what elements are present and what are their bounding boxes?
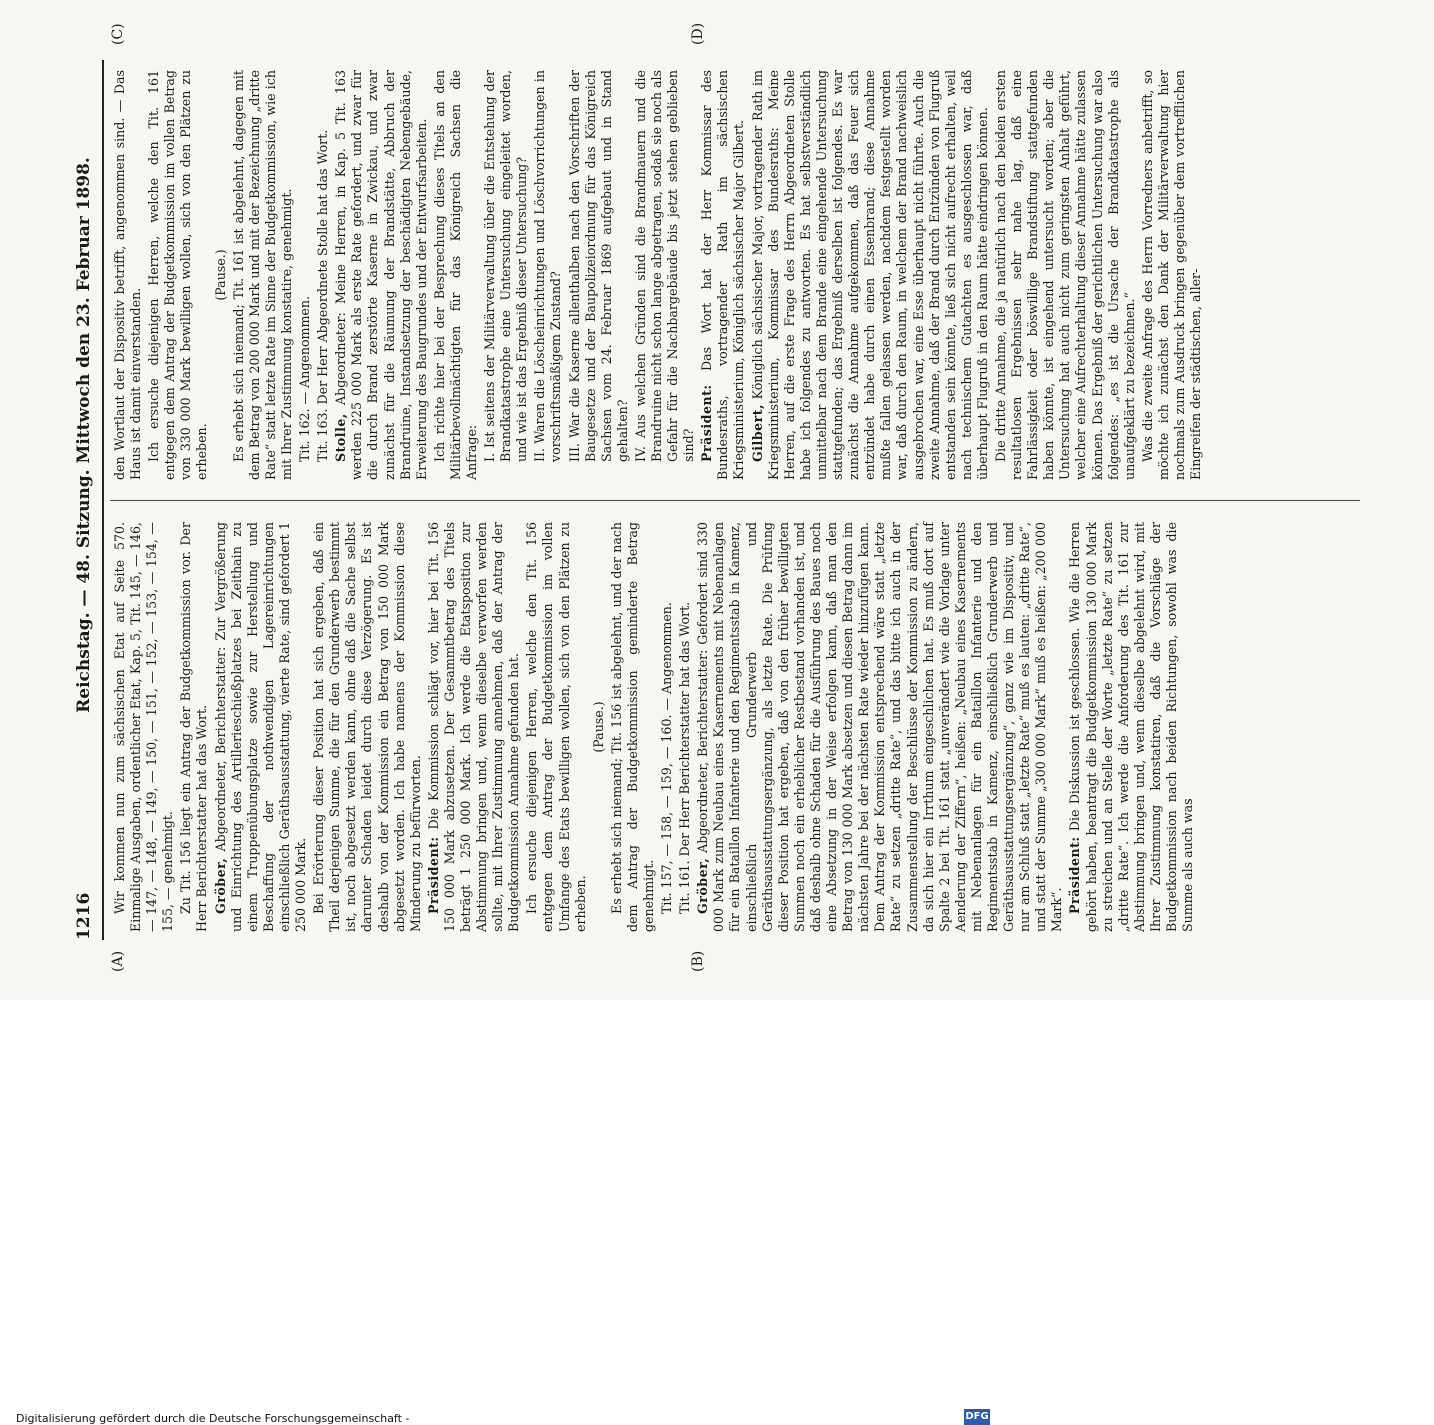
running-title: Reichstag. — 48. Sitzung. Mittwoch den 23. Februar 1898. bbox=[74, 157, 94, 713]
question-item: I. Ist seitens der Militärverwaltung über die Entstehung der Brandkatastrophe eine Untersuchung eingeleitet worden, und wie ist das Ergebniß dieser Untersuchung? bbox=[482, 70, 530, 462]
speaker-name: Gröber, bbox=[695, 857, 711, 914]
paragraph bbox=[524, 522, 588, 932]
paragraph-text: Abgeordneter, Berichterstatter: Zur Vergrößerung und Einrichtung des Artillerieschießplatzes bei Zeithain zu einem Truppenübungsplatze sowie zur Herstellung und Beschaffung der nothwendigen Lagereinrichtungen einschließlich Geräthsausstattung, vierte Rate, sind gefordert 1 250 000 Mark. bbox=[212, 522, 309, 932]
question-item: III. War die Kaserne allenthalben nach den Vorschriften der Baugesetze und der Baupolizeiordnung für das Königreich Sachsen vom 24. Februar 1869 aufgebaut und in Stand gehalten? bbox=[566, 70, 630, 462]
speaker-name: Präsident: bbox=[425, 836, 441, 914]
paragraph-text: Königlich sächsischer Major, vortragender Rath im Kriegsministerium, Kommissar des Bundesraths: Meine Herren, auf die erste Frage des Herrn Abgeordneten Stolle habe ich folgendes zu antworten. Es hat selbstverständlich unmittelbar nach dem Brande eine eingehende Untersuchung stattgefunden; das Ergebniß derselben ist folgendes. Es war zunächst die Annahme aufgekommen, daß das Feuer sich entzündet habe durch einen Essenbrand; diese Annahme mußte fallen gelassen werden, nachdem festgestellt worden war, daß durch den Raum, in welchem der Brand nachweislich ausgebrochen war, eine Esse überhaupt nicht führte. Auch die zweite Annahme, daß der Brand durch Entzünden von Flugruß entstanden sein könnte, ließ sich nicht aufrecht erhalten, weil nach technischem Gutachten es ausgeschlossen war, daß überhaupt Flugruß in den Raum hätte eindringen können. bbox=[749, 70, 990, 480]
paragraph-text: Abgeordneter, Berichterstatter: Gefordert sind 330 000 Mark zum Neubau eines Kasernements mit Nebenanlagen für ein Bataillon Infanterie und den Regimentsstab in Kamenz, einschließlich Grunderwerb und Geräthsausstattungsergänzung, als letzte Rate. Die Prüfung dieser Position hat ergeben, daß von den früher bewilligten Summen noch ein erheblicher Restbestand vorhanden ist, und daß deshalb ohne Schaden für die Ausführung des Baues noch eine Absetzung in der Weise erfolgen kann, daß man den Betrag von 130 000 Mark absetzen und diesen Betrag dann im nächsten Jahre bei der nächsten Rate wieder hinzufügen kann. Dem Antrag der Kommission entsprechend wäre statt „letzte Rate“ zu setzen „dritte Rate“, und das bitte ich auch in der Zusammenstellung der Beschlüsse der Kommission zu ändern, da sich hier ein Irrthum eingeschlichen hat. Es muß dort auf Spalte 2 bei Tit. 161 statt „unverändert wie die Vorlage unter Aenderung der Ziffern“, heißen: „Neubau eines Kasernements mit Nebenanlagen für ein Bataillon Infanterie und den Regimentsstab in Kamenz, einschließlich Grunderwerb und Geräthsausstattungsergänzung“, ganz wie im Dispositiv, und nur am Schluß statt „letzte Rate“ muß es lauten: „dritte Rate“, und statt der Summe „300 000 Mark“ muß es heißen: „200 000 Mark“. bbox=[695, 522, 1065, 932]
paragraph bbox=[213, 522, 310, 932]
margin-letter-b: (B) bbox=[690, 950, 706, 972]
margin-letter-a: (A) bbox=[110, 950, 126, 972]
question-item: II. Waren die Löscheinrichtungen und Löschvorrichtungen in vorschriftsmäßigem Zustand? bbox=[532, 70, 564, 462]
paragraph-text: Die dritte Annahme, die ja natürlich nach den beiden ersten resultatlosen Ergebnissen sehr nahe lag, daß eine Fahrlässigkeit oder böswillige Brandstiftung stattgefunden haben könnte, ist eingehend untersucht worden; aber die Untersuchung hat auch nicht zum geringsten Anhalt geführt, welcher eine Aufrechterhaltung dieser Annahme hätte zulassen können. Das Ergebniß der gerichtlichen Untersuchung war also folgendes: „es ist die Ursache der Brandkatastrophe als unaufgeklärt zu bezeichnen.“ bbox=[992, 70, 1137, 480]
paragraph bbox=[112, 522, 176, 932]
paragraph bbox=[659, 522, 675, 932]
margin-letter-d: (D) bbox=[690, 22, 706, 45]
digitization-credit: Digitalisierung gefördert durch die Deutsche Forschungsgemeinschaft - bbox=[16, 1412, 410, 1425]
column-divider bbox=[110, 500, 1360, 501]
paragraph-text: Abgeordneter: Meine Herren, in Kap. 5 Tit. 163 werden 225 000 Mark als erste Rate gefordert, und zwar für die durch Brand zerstörte Kaserne in Zwickau, und zwar zunächst für die Räumung der Brandstätte, Abbruch der Brandruine, Instandsetzung der beschädigten Nebengebäude, Erweiterung des Baugrundes und der Entwurfsarbeiten. bbox=[333, 69, 429, 480]
paragraph-text: Tit. 157, — 158, — 159, — 160. — Angenommen. bbox=[659, 602, 675, 914]
paragraph bbox=[146, 70, 210, 480]
paragraph bbox=[112, 70, 144, 480]
margin-letter-c: (C) bbox=[110, 23, 126, 45]
paragraph-text: Das Wort hat der Herr Kommissar des Bundesraths, vortragender Rath im sächsischen Kriegsministerium, Königlich sächsischer Major Gilbert. bbox=[699, 70, 747, 480]
left-column bbox=[112, 522, 1198, 932]
paragraph-text: Ich ersuche diejenigen Herren, welche den Tit. 156 entgegen dem Antrag der Budgetkommission im vollen Umfange des Etats bewilligen wollen, sich von den Plätzen zu erheben. bbox=[524, 522, 588, 932]
paragraph bbox=[297, 70, 313, 480]
question-item: IV. Aus welchen Gründen sind die Brandmauern und die Brandruine nicht schon lange abgetragen, sodaß sie noch als Gefahr für die Nachbargebäude bis jetzt stehen geblieben sind? bbox=[632, 70, 697, 462]
paragraph-text: Tit. 163. Der Herr Abgeordnete Stolle hat das Wort. bbox=[315, 129, 331, 462]
paragraph bbox=[178, 522, 210, 932]
paragraph bbox=[311, 522, 424, 932]
paragraph-text: den Wortlaut der Dispositiv betrifft, angenommen sind. — Das Haus ist damit einverstanden. bbox=[112, 70, 144, 480]
paragraph bbox=[426, 522, 523, 932]
paragraph bbox=[231, 70, 295, 480]
paragraph bbox=[750, 70, 991, 480]
speaker-name: Präsident: bbox=[1067, 836, 1083, 914]
paragraph bbox=[333, 70, 430, 480]
paragraph bbox=[695, 522, 1065, 932]
paragraph bbox=[699, 70, 747, 480]
paragraph-text: Was die zweite Anfrage des Herrn Vorredners anbetrifft, so möchte ich zunächst den Dank der Militärverwaltung hier nochmals zum Ausdruck bringen gegenüber dem vortrefflichen Eingreifen der städtischen, aller- bbox=[1139, 70, 1204, 480]
pause-note: (Pause.) bbox=[212, 249, 228, 301]
paragraph-text: Es erhebt sich niemand; Tit. 156 ist abgelehnt, und der nach dem Antrag der Budgetkommission geminderte Betrag genehmigt. bbox=[608, 522, 656, 932]
paragraph bbox=[1067, 522, 1196, 932]
page-number: 1216 bbox=[74, 892, 94, 940]
paragraph bbox=[1140, 70, 1204, 480]
speaker-name: Gilbert, bbox=[749, 404, 765, 462]
page-header bbox=[70, 60, 102, 940]
speaker-name: Gröber, bbox=[212, 857, 228, 914]
paragraph-text: Tit. 162. — Angenommen. bbox=[297, 295, 313, 462]
dfg-logo: DFG bbox=[964, 1409, 990, 1425]
pause-note: (Pause.) bbox=[590, 701, 606, 753]
paragraph-text: Es erhebt sich niemand; Tit. 161 ist abgelehnt, dagegen mit dem Betrag von 200 000 Mark und mit der Bezeichnung „dritte Rate“ statt letzte Rate im Sinne der Budgetkommission, wie ich mit Ihrer Zustimmung konstatire, genehmigt. bbox=[230, 70, 294, 480]
speaker-name: Stolle, bbox=[333, 413, 349, 462]
paragraph-text: Ich richte hier bei der Besprechung dieses Titels an den Militärbevollmächtigten für das Königreich Sachsen die Anfrage: bbox=[431, 70, 479, 480]
paragraph bbox=[677, 522, 693, 932]
paragraph-text: Die Kommission schlägt vor, hier bei Tit. 156 150 000 Mark abzusetzen. Der Gesammtbetrag des Titels beträgt 1 250 000 Mark. Ich werde die Etatsposition zur Abstimmung bringen und, wenn dieselbe verworfen werden sollte, mit Ihrer Zustimmung annehmen, daß der Antrag der Budgetkommission Annahme gefunden hat. bbox=[425, 522, 522, 932]
paragraph-text: Tit. 161. Der Herr Berichterstatter hat das Wort. bbox=[677, 601, 693, 914]
speaker-name: Präsident: bbox=[699, 384, 715, 462]
header-rule bbox=[102, 60, 104, 940]
paragraph-text: Die Diskussion ist geschlossen. Wie die Herren gehört haben, beantragt die Budgetkommission 130 000 Mark zu streichen und an Stelle der Worte „letzte Rate“ zu setzen „dritte Rate“. Ich werde die Anforderung des Tit. 161 zur Abstimmung bringen und, wenn dieselbe abgelehnt wird, mit Ihrer Zustimmung konstatiren, daß die Vorschläge der Budgetkommission nach beiden Richtungen, sowohl was die Summe als auch was bbox=[1067, 522, 1196, 932]
paragraph-text: Ich ersuche diejenigen Herren, welche den Tit. 161 entgegen dem Antrag der Budgetkommission im vollen Betrag von 330 000 Mark bewilligen wollen, sich von den Plätzen zu erheben. bbox=[146, 70, 210, 480]
paragraph-text: Wir kommen nun zum sächsischen Etat auf Seite 570. Einmalige Ausgaben, ordentlicher Etat, Kap. 5, Tit. 145, — 146, — 147, — 148, — 149, — 150, — 151, — 152, — 153, — 154, — 155, — genehmigt. bbox=[112, 522, 176, 932]
paragraph bbox=[993, 70, 1138, 480]
right-column bbox=[112, 70, 1206, 480]
paragraph-text: Zu Tit. 156 liegt ein Antrag der Budgetkommission vor. Der Herr Berichterstatter hat das Wort. bbox=[178, 522, 210, 932]
paragraph-text: Bei Erörterung dieser Position hat sich ergeben, daß ein Theil derjenigen Summe, die für den Grunderwerb bestimmt ist, noch abgesetzt werden kann, ohne daß die Sache selbst darunter Schaden leidet durch diese Verzögerung. Es ist deshalb von der Kommission ein Betrag von 150 000 Mark abgesetzt worden. Ich habe namens der Kommission diese Minderung zu befürworten. bbox=[311, 522, 423, 932]
paragraph bbox=[609, 522, 657, 932]
paragraph bbox=[315, 70, 331, 480]
paragraph bbox=[432, 70, 480, 480]
